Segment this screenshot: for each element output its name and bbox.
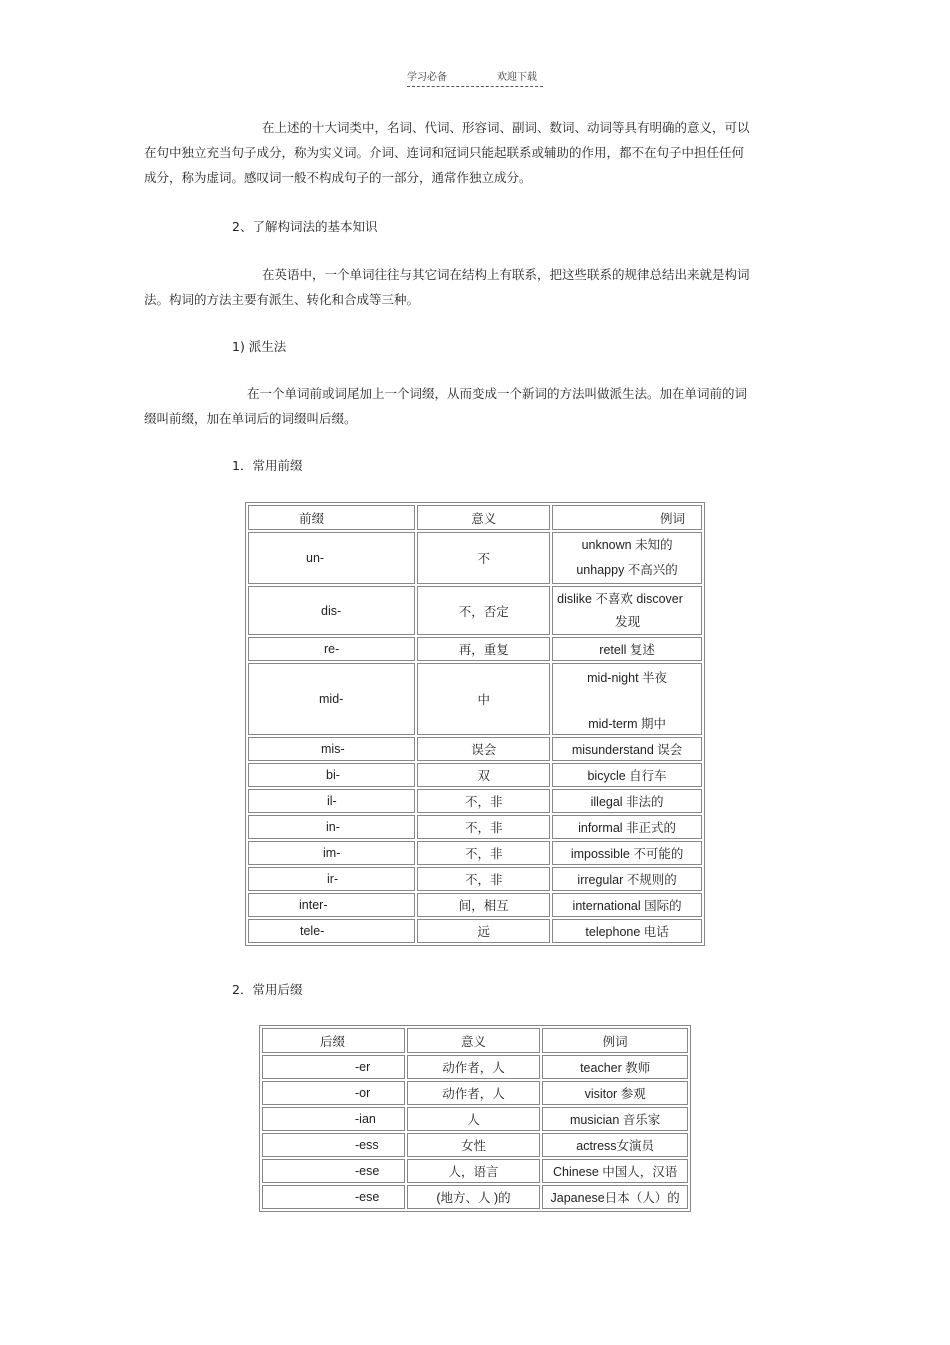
prefix-affix: ir-: [248, 867, 415, 891]
prefix-meaning: 中: [417, 663, 550, 735]
prefix-meaning: 不，非: [417, 789, 550, 813]
prefix-header-meaning: 意义: [417, 505, 550, 530]
prefix-affix: mis-: [248, 737, 415, 761]
prefix-example: 发现: [615, 614, 641, 629]
suffix-meaning: 人: [407, 1107, 541, 1131]
prefix-example: unknown 未知的: [581, 538, 673, 552]
suffix-example: Japanese日本（人）的: [542, 1185, 688, 1209]
table-row: [248, 841, 702, 865]
table-row: [248, 815, 702, 839]
table-row: [248, 919, 702, 943]
prefix-affix: bi-: [248, 763, 415, 787]
suffix-example: musician 音乐家: [542, 1107, 688, 1131]
suffix-example: visitor 参观: [542, 1081, 688, 1105]
section2-heading: 2、了解构词法的基本知识: [232, 219, 378, 234]
prefix-meaning: 误会: [417, 737, 550, 761]
table-row: [262, 1107, 688, 1131]
suffix-example: actress女演员: [542, 1133, 688, 1157]
table-row: [248, 532, 702, 584]
prefix-affix: dis-: [248, 586, 415, 635]
prefix-example: mid-night 半夜: [587, 671, 668, 685]
table-row: [262, 1185, 688, 1209]
prefix-example: dislike 不喜欢 discover: [557, 591, 683, 606]
intro-paragraph: 在上述的十大词类中，名词、代词、形容词、副词、数词、动词等具有明确的意义，可以在句中独立充当句子成分，称为实义词。介词、连词和冠词只能起联系或辅助的作用，都不在句子中担任任何成分，称为虚词。感叹词一般不构成句子的一部分，通常作独立成分。: [144, 120, 750, 185]
prefix-header-row: [248, 505, 702, 530]
table-row: [248, 789, 702, 813]
suffix-affix: -ese: [262, 1159, 405, 1183]
prefix-meaning: 远: [417, 919, 550, 943]
suffix-meaning: 人，语言: [407, 1159, 541, 1183]
prefix-meaning: 不，非: [417, 841, 550, 865]
prefix-meaning: 不，否定: [417, 586, 550, 635]
prefix-affix: re-: [248, 637, 415, 661]
prefix-meaning: 不，非: [417, 867, 550, 891]
prefix-table: [245, 502, 705, 946]
suffix-meaning: 动作者，人: [407, 1081, 541, 1105]
suffix-header-example: 例词: [542, 1028, 688, 1053]
header-right-text: 欢迎下载: [497, 72, 537, 83]
prefix-example: illegal 非法的: [552, 789, 702, 813]
suffix-table: [259, 1025, 691, 1212]
suffix-header-meaning: 意义: [407, 1028, 541, 1053]
table-row: [248, 737, 702, 761]
prefix-example: international 国际的: [552, 893, 702, 917]
prefix-example: retell 复述: [552, 637, 702, 661]
prefix-meaning: 双: [417, 763, 550, 787]
suffix-affix: -or: [262, 1081, 405, 1105]
prefix-example: irregular 不规则的: [552, 867, 702, 891]
prefix-example: informal 非正式的: [552, 815, 702, 839]
section2-paragraph: 在英语中，一个单词往往与其它词在结构上有联系，把这些联系的规律总结出来就是构词法。构词的方法主要有派生、转化和合成等三种。: [144, 267, 750, 307]
derivation-heading: 1) 派生法: [232, 339, 287, 354]
prefix-affix: in-: [248, 815, 415, 839]
prefix-examples: [552, 532, 702, 584]
table-row: [248, 663, 702, 735]
table-row: [248, 867, 702, 891]
prefix-affix: im-: [248, 841, 415, 865]
suffix-meaning: (地方、人 )的: [407, 1185, 541, 1209]
prefix-affix: mid-: [248, 663, 415, 735]
prefix-affix: un-: [248, 532, 415, 584]
prefix-meaning: 间，相互: [417, 893, 550, 917]
suffix-affix: -ess: [262, 1133, 405, 1157]
header-left-text: 学习必备: [407, 72, 447, 83]
table-row: [248, 893, 702, 917]
prefix-meaning: 不，非: [417, 815, 550, 839]
prefix-heading: 1．常用前缀: [232, 458, 303, 473]
prefix-example: bicycle 自行车: [552, 763, 702, 787]
prefix-example: unhappy 不高兴的: [576, 563, 678, 577]
suffix-example: teacher 教师: [542, 1055, 688, 1079]
table-row: [248, 586, 702, 635]
prefix-affix: il-: [248, 789, 415, 813]
suffix-header-row: [262, 1028, 688, 1053]
suffix-meaning: 动作者，人: [407, 1055, 541, 1079]
suffix-header-affix: 后缀: [262, 1028, 405, 1053]
derivation-paragraph: 在一个单词前或词尾加上一个词缀，从而变成一个新词的方法叫做派生法。加在单词前的词缀叫前缀，加在单词后的词缀叫后缀。: [144, 386, 748, 426]
suffix-affix: -er: [262, 1055, 405, 1079]
prefix-examples: [552, 663, 702, 735]
suffix-example: Chinese 中国人，汉语: [542, 1159, 688, 1183]
prefix-example: mid-term 期中: [588, 717, 666, 731]
suffix-meaning: 女性: [407, 1133, 541, 1157]
suffix-affix: -ese: [262, 1185, 405, 1209]
table-row: [262, 1081, 688, 1105]
prefix-header-affix: 前缀: [248, 505, 415, 530]
prefix-meaning: 再，重复: [417, 637, 550, 661]
table-row: [262, 1055, 688, 1079]
prefix-affix: inter-: [248, 893, 415, 917]
prefix-example: misunderstand 误会: [552, 737, 702, 761]
table-row: [262, 1133, 688, 1157]
suffix-affix: -ian: [262, 1107, 405, 1131]
prefix-header-example: 例词: [552, 505, 702, 530]
prefix-example: telephone 电话: [552, 919, 702, 943]
table-row: [248, 637, 702, 661]
prefix-meaning: 不: [417, 532, 550, 584]
prefix-example: impossible 不可能的: [552, 841, 702, 865]
page-header: [407, 68, 543, 87]
table-row: [262, 1159, 688, 1183]
suffix-heading: 2．常用后缀: [232, 982, 303, 997]
prefix-affix: tele-: [248, 919, 415, 943]
table-row: [248, 763, 702, 787]
prefix-examples: [552, 586, 702, 635]
